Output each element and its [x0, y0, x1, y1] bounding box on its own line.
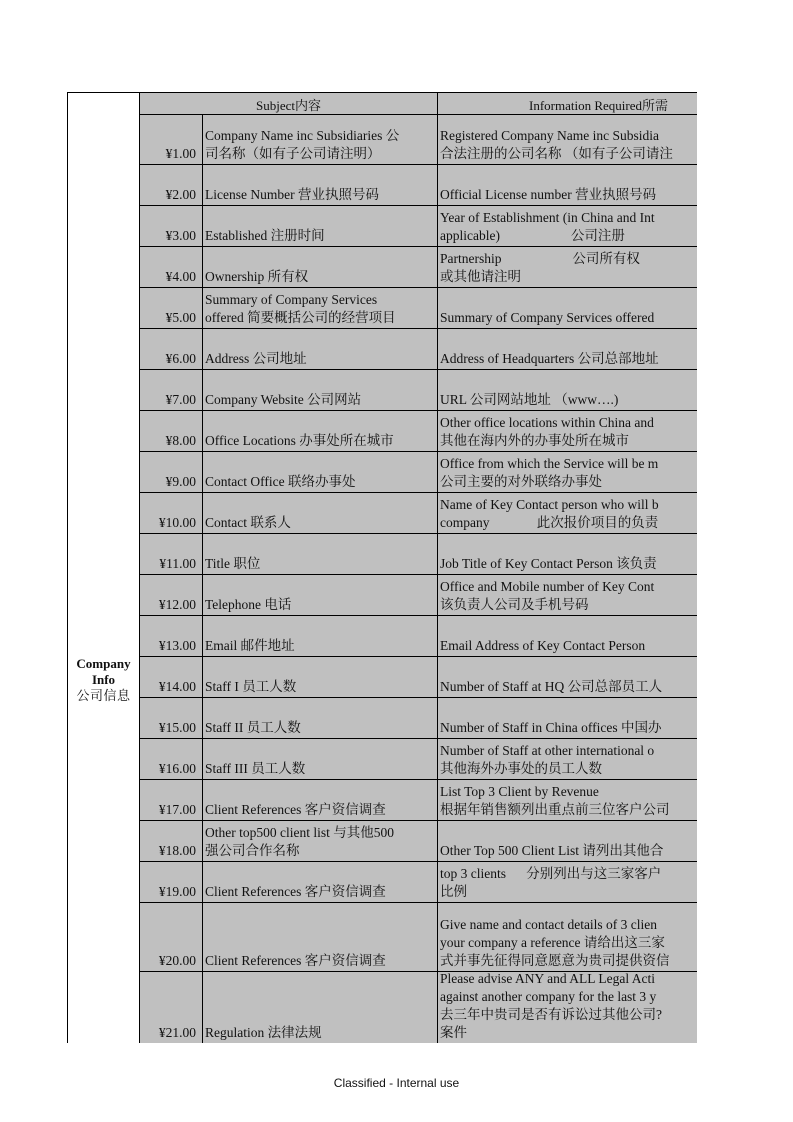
row-info [438, 902, 697, 971]
row-info [438, 492, 697, 533]
row-subject [203, 369, 438, 410]
info-table [140, 92, 697, 1043]
row-subject [203, 287, 438, 328]
table-row [140, 533, 697, 575]
row-info-text: Registered Company Name inc Subsidia 合法注册的公司名称 （如有子公司请注 [440, 128, 673, 161]
row-number: ¥14.00 [140, 656, 203, 697]
row-number: ¥1.00 [140, 115, 203, 164]
row-number: ¥19.00 [140, 861, 203, 902]
row-info [438, 328, 697, 369]
row-info [438, 115, 697, 164]
table-row [140, 328, 697, 370]
row-number: ¥9.00 [140, 451, 203, 492]
row-subject [203, 115, 438, 164]
row-subject-text: Staff II 员工人数 [205, 720, 301, 735]
table-header [140, 93, 697, 115]
header-subject: Subject内容 [140, 93, 438, 114]
row-subject-text: Contact Office 联络办事处 [205, 474, 356, 489]
table-row [140, 410, 697, 452]
row-number: ¥5.00 [140, 287, 203, 328]
table-row [140, 861, 697, 903]
row-number: ¥17.00 [140, 779, 203, 820]
row-subject-text: Staff I 员工人数 [205, 679, 297, 694]
row-subject-text: Other top500 client list 与其他500 强公司合作名称 [205, 825, 394, 858]
row-number: ¥21.00 [140, 971, 203, 1043]
row-subject [203, 451, 438, 492]
table-row [140, 451, 697, 493]
row-number: ¥7.00 [140, 369, 203, 410]
row-subject [203, 533, 438, 574]
row-subject [203, 205, 438, 246]
row-info-text: Name of Key Contact person who will b company 此次报价项目的负责 [440, 497, 659, 530]
row-subject [203, 246, 438, 287]
row-number: ¥13.00 [140, 615, 203, 656]
row-subject-text: Company Name inc Subsidiaries 公 司名称（如有子公司请注明） [205, 128, 400, 161]
row-info-text: Number of Staff at other international o 其他海外办事处的员工人数 [440, 743, 655, 776]
row-subject [203, 861, 438, 902]
row-number: ¥8.00 [140, 410, 203, 451]
table-row [140, 820, 697, 862]
row-subject-text: Contact 联系人 [205, 515, 291, 530]
row-info [438, 697, 697, 738]
row-info-text: URL 公司网站地址 （www….) [440, 392, 619, 407]
row-info [438, 533, 697, 574]
table-row [140, 971, 697, 1043]
row-info-text: Official License number 营业执照号码 [440, 187, 657, 202]
table-row [140, 369, 697, 411]
row-info-text: Office and Mobile number of Key Cont 该负责人公司及手机号码 [440, 579, 655, 612]
row-subject-text: Client References 客户资信调查 [205, 802, 386, 817]
table-row [140, 615, 697, 657]
row-info-text: Email Address of Key Contact Person [440, 638, 646, 653]
table-row [140, 205, 697, 247]
row-info [438, 451, 697, 492]
section-label [68, 656, 139, 704]
table-row [140, 738, 697, 780]
row-info [438, 971, 697, 1043]
row-info [438, 861, 697, 902]
row-number: ¥16.00 [140, 738, 203, 779]
row-info [438, 656, 697, 697]
row-info [438, 820, 697, 861]
row-subject-text: Office Locations 办事处所在城市 [205, 433, 394, 448]
row-number: ¥2.00 [140, 164, 203, 205]
row-info [438, 779, 697, 820]
row-info-text: Summary of Company Services offered [440, 310, 655, 325]
row-info [438, 369, 697, 410]
row-subject-text: Company Website 公司网站 [205, 392, 362, 407]
footer-classification: Classified - Internal use [333, 1076, 460, 1090]
row-subject [203, 410, 438, 451]
table-row [140, 779, 697, 821]
row-subject-text: License Number 营业执照号码 [205, 187, 379, 202]
row-number: ¥4.00 [140, 246, 203, 287]
row-info-text: Give name and contact details of 3 clien your company a reference 请给出这三家 式并事先征得同意愿意为贵司提供资信 [440, 917, 670, 968]
row-info-text: Other Top 500 Client List 请列出其他合 [440, 843, 664, 858]
row-number: ¥11.00 [140, 533, 203, 574]
row-subject [203, 820, 438, 861]
row-subject-text: Address 公司地址 [205, 351, 307, 366]
row-info-text: Year of Establishment (in China and Int applicable) 公司注册 [440, 210, 655, 243]
table-row [140, 492, 697, 534]
row-number: ¥15.00 [140, 697, 203, 738]
row-subject [203, 492, 438, 533]
row-subject-text: Client References 客户资信调查 [205, 953, 386, 968]
row-info-text: List Top 3 Client by Revenue 根据年销售额列出重点前三位客户公司 [440, 784, 670, 817]
row-number: ¥12.00 [140, 574, 203, 615]
row-subject-text: Title 职位 [205, 556, 261, 571]
row-number: ¥3.00 [140, 205, 203, 246]
row-number: ¥18.00 [140, 820, 203, 861]
table-row [140, 164, 697, 206]
table-row [140, 574, 697, 616]
row-info [438, 246, 697, 287]
table-row [140, 246, 697, 288]
row-number: ¥6.00 [140, 328, 203, 369]
row-subject [203, 738, 438, 779]
row-subject [203, 328, 438, 369]
row-info-text: Office from which the Service will be m 公司主要的对外联络办事处 [440, 456, 659, 489]
row-subject-text: Staff III 员工人数 [205, 761, 306, 776]
row-info [438, 287, 697, 328]
header-info: Information Required所需 [529, 98, 668, 113]
row-info [438, 738, 697, 779]
row-subject [203, 615, 438, 656]
table-row [140, 115, 697, 165]
section-label-cell [67, 92, 140, 1043]
table-row [140, 902, 697, 972]
row-subject-text: Client References 客户资信调查 [205, 884, 386, 899]
row-number: ¥10.00 [140, 492, 203, 533]
row-subject [203, 656, 438, 697]
row-info-text: Job Title of Key Contact Person 该负责 [440, 556, 657, 571]
row-subject-text: Email 邮件地址 [205, 638, 295, 653]
section-label-line3: 公司信息 [76, 688, 131, 703]
row-subject-text: Regulation 法律法规 [205, 1025, 322, 1040]
section-label-line1: Company [76, 656, 131, 671]
row-info [438, 410, 697, 451]
row-subject [203, 779, 438, 820]
row-subject-text: Established 注册时间 [205, 228, 325, 243]
row-info-text: top 3 clients 分别列出与这三家客户 比例 [440, 866, 662, 899]
row-subject [203, 971, 438, 1043]
row-info [438, 574, 697, 615]
row-subject-text: Summary of Company Services offered 简要概括公司的经营项目 [205, 292, 396, 325]
row-info-text: Number of Staff in China offices 中国办 [440, 720, 662, 735]
row-subject [203, 902, 438, 971]
row-info-text: Other office locations within China and 其他在海内外的办事处所在城市 [440, 415, 654, 448]
table-row [140, 656, 697, 698]
table-row [140, 697, 697, 739]
row-subject [203, 574, 438, 615]
section-label-line2: Info [91, 672, 116, 687]
row-info-text: Partnership 公司所有权 或其他请注明 [440, 251, 640, 284]
row-info-text: Please advise ANY and ALL Legal Acti against another company for the last 3 y 去三年中贵司是否有诉讼过其他公司? 案件 [440, 971, 662, 1040]
row-info-text: Number of Staff at HQ 公司总部员工人 [440, 679, 663, 694]
row-info-text: Address of Headquarters 公司总部地址 [440, 351, 659, 366]
row-number: ¥20.00 [140, 902, 203, 971]
row-subject [203, 697, 438, 738]
row-info [438, 164, 697, 205]
table-row [140, 287, 697, 329]
row-subject-text: Telephone 电话 [205, 597, 292, 612]
row-info [438, 205, 697, 246]
row-subject [203, 164, 438, 205]
row-subject-text: Ownership 所有权 [205, 269, 309, 284]
row-info [438, 615, 697, 656]
